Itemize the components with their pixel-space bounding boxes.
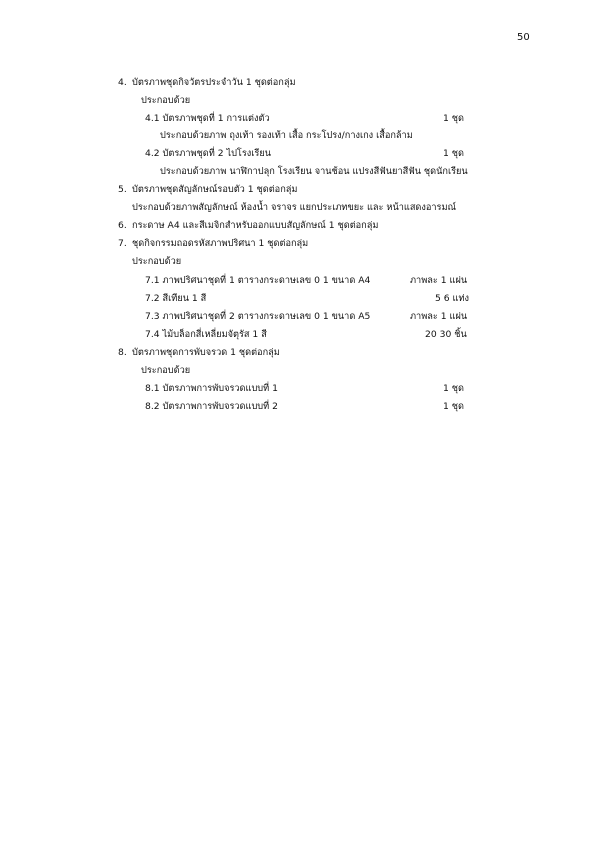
quantity: 1 ชุด [443,383,464,394]
quantity: ภาพละ 1 แผ่น [410,311,468,322]
list-number: 4. [118,77,127,88]
quantity: 5 6 แท่ง [435,293,469,304]
quantity: 1 ชุด [443,148,464,159]
list-item: 7.4 ไม้บล็อกสี่เหลี่ยมจัตุรัส 1 สี [145,329,267,340]
list-item: 8.2 บัตรภาพการพับจรวดแบบที่ 2 [145,401,278,412]
list-item: 7.1 ภาพปริศนาชุดที่ 1 ตารางกระดาษเลข 0 1 ขนาด A4 [145,275,371,286]
page-number: 50 [517,32,530,43]
list-item: ประกอบด้วย [132,256,182,267]
list-item: บัตรภาพชุดกิจวัตรประจำวัน 1 ชุดต่อกลุ่ม [132,77,296,88]
list-item: บัตรภาพชุดการพับจรวด 1 ชุดต่อกลุ่ม [132,347,280,358]
quantity: 1 ชุด [443,401,464,412]
list-number: 7. [118,238,127,249]
quantity: ภาพละ 1 แผ่น [410,275,468,286]
list-item: 4.2 บัตรภาพชุดที่ 2 ไปโรงเรียน [145,148,272,159]
list-item: ประกอบด้วย [141,95,191,106]
list-item: ชุดกิจกรรมถอดรหัสภาพปริศนา 1 ชุดต่อกลุ่ม [132,238,309,249]
list-item: 8.1 บัตรภาพการพับจรวดแบบที่ 1 [145,383,278,394]
list-item: 7.2 สีเทียน 1 สี [145,293,207,304]
list-number: 8. [118,347,127,358]
list-item: ประกอบด้วยภาพ นาฬิกาปลุก โรงเรียน จานช้อน แปรงสีฟันยาสีฟัน ชุดนักเรียน [160,166,468,177]
list-number: 5. [118,184,127,195]
list-item: 4.1 บัตรภาพชุดที่ 1 การแต่งตัว [145,113,270,124]
list-item: ประกอบด้วย [141,365,191,376]
list-item: บัตรภาพชุดสัญลักษณ์รอบตัว 1 ชุดต่อกลุ่ม [132,184,298,195]
list-item: กระดาษ A4 และสีเมจิกสำหรับออกแบบสัญลักษณ์ 1 ชุดต่อกลุ่ม [132,220,379,231]
quantity: 1 ชุด [443,113,464,124]
quantity: 20 30 ชิ้น [425,329,467,340]
list-number: 6. [118,220,127,231]
list-item: ประกอบด้วยภาพสัญลักษณ์ ห้องน้ำ จราจร แยกประเภทขยะ และ หน้าแสดงอารมณ์ [132,202,457,213]
list-item: 7.3 ภาพปริศนาชุดที่ 2 ตารางกระดาษเลข 0 1 ขนาด A5 [145,311,371,322]
list-item: ประกอบด้วยภาพ ถุงเท้า รองเท้า เสื้อ กระโปรง/กางเกง เสื้อกล้าม [160,130,413,141]
